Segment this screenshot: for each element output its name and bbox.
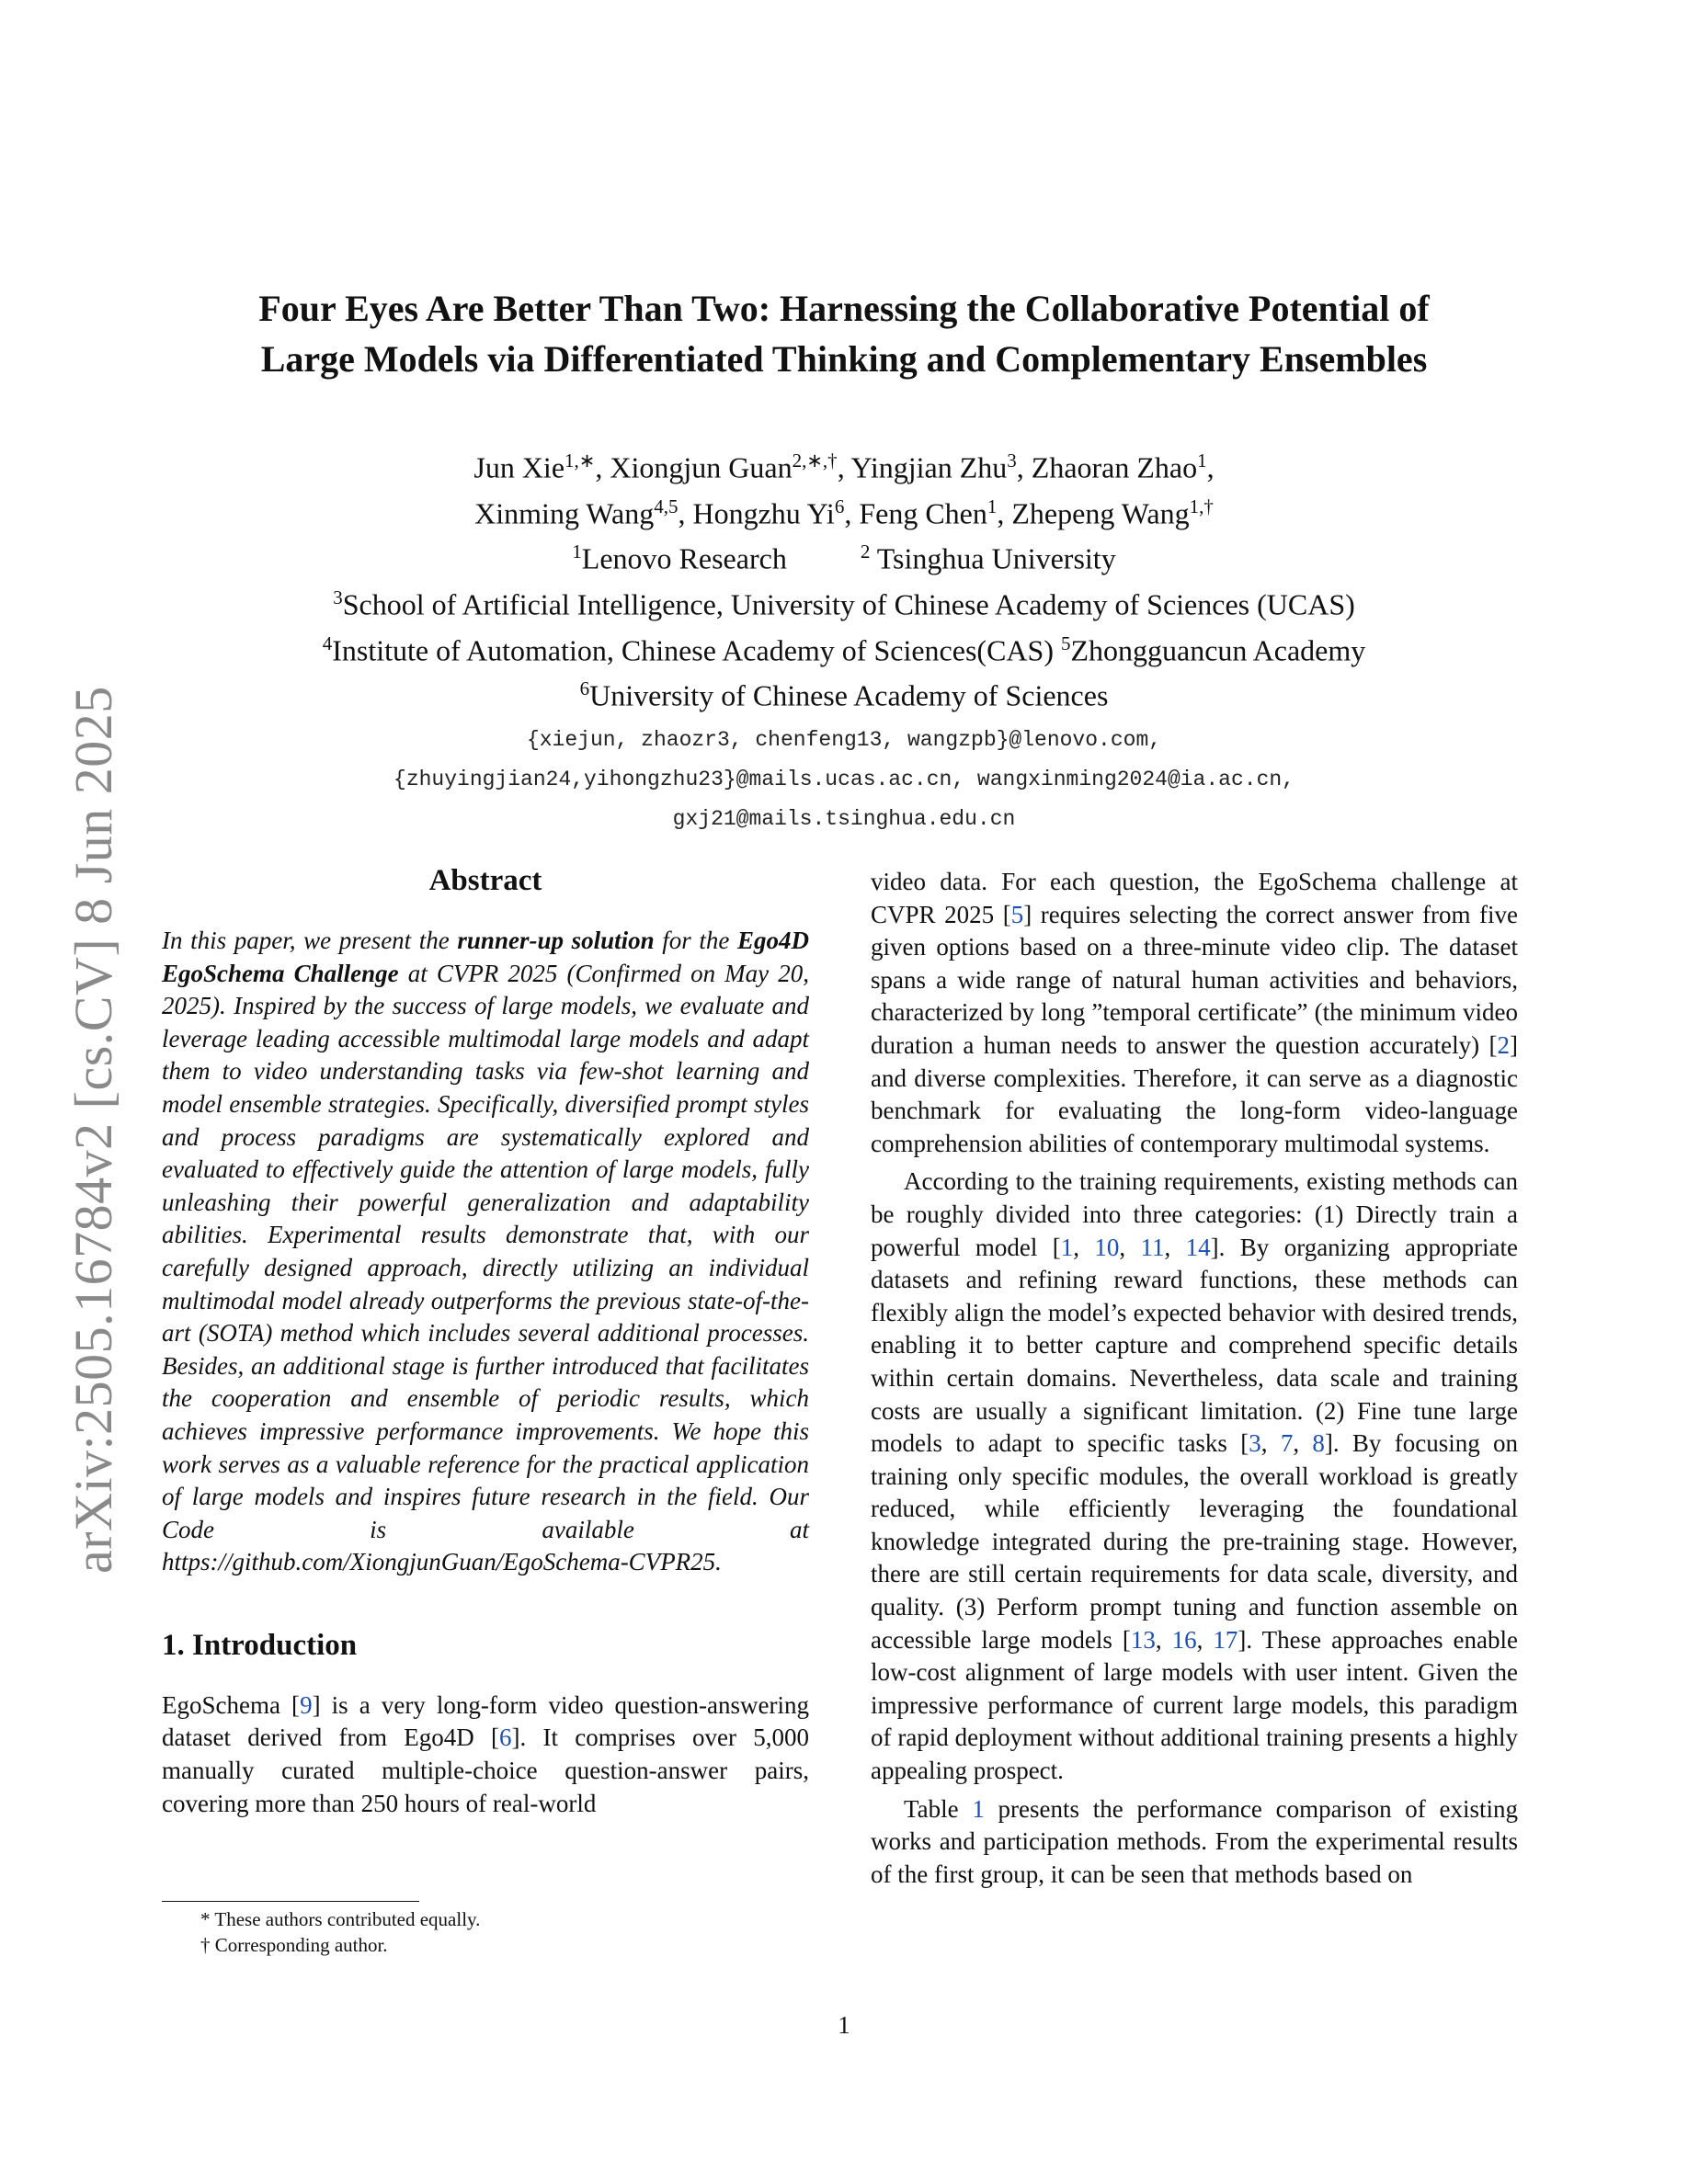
author-line-1: Jun Xie$^{1,∗}$, Xiongjun Guan$^{2,∗,\dagger}$, Yingjian Zhu$^3$, Zhaoran Zhao$^1$, (473, 449, 1215, 484)
paper-title (162, 283, 1526, 384)
text-run: ] and diverse complexities. Therefore, it can serve as a diagnostic benchmark for evaluating the long-form video-language comprehension abilities of contemporary multimodal systems. (871, 1030, 1518, 1157)
abstract-run: for the (654, 927, 737, 954)
author-name: Yingjian Zhu (850, 450, 1008, 484)
footnote-equal-contribution: * These authors contributed equally. (200, 1908, 481, 1930)
affiliation-line-1 (162, 532, 1526, 578)
affiliation: Institute of Automation, Chinese Academy of Sciences(CAS) (332, 633, 1054, 667)
table-reference-link[interactable]: 1 (972, 1794, 985, 1823)
title-line-2: Large Models via Differentiated Thinking and Complementary Ensembles (260, 338, 1428, 380)
author-affiliation-mark: 1,∗ (565, 449, 596, 472)
text-run: ] requires selecting the correct answer from five given options based on a three-minute video clip. The dataset spans a wide range of natural human activities and behaviors, characterized by long ”temporal certificate” (the minimum video duration a human needs to answer the question accurately) [ (871, 900, 1518, 1059)
citation-link[interactable]: 8 (1312, 1429, 1325, 1458)
author-name: Xiongjun Guan (610, 450, 793, 484)
separator: , (1164, 1233, 1186, 1261)
affiliation: School of Artificial Intelligence, University of Chinese Academy of Sciences (UCAS) (342, 587, 1355, 621)
separator: , (1119, 1233, 1141, 1261)
author-name: Xinming Wang (474, 496, 655, 530)
abstract-run: at CVPR 2025 (Confirmed on May 20, 2025). Inspired by the success of large models, we evaluate and leverage leading accessible multimodal large models and adapt them to video understanding tasks via few-shot learning and model ensemble strategies. Specifically, diversified prompt styles and process paradigms are systematically explored and evaluated to effectively guide the attention of large models, fully unleashing their powerful generalization and adaptability abilities. Experimental results demonstrate that, with our carefully designed approach, directly utilizing an individual multimodal model already outperforms the previous state-of-the-art (SOTA) method which includes several additional processes. Besides, an additional stage is further introduced that facilitates the cooperation and ensemble of periodic results, which achieves impressive performance improvements. We hope this work serves as a valuable reference for the practical application of large models and inspires future research in the field. Our Code is available at https://github.com/XiongjunGuan/EgoSchema-CVPR25. (162, 959, 809, 1576)
affiliation-line-3 (162, 624, 1526, 670)
affiliation-mark: 5 (1060, 631, 1071, 654)
body-paragraph (871, 1793, 1518, 1892)
section-heading-introduction: 1. Introduction (162, 1628, 358, 1662)
body-paragraph (871, 866, 1518, 1160)
separator: , (997, 496, 1012, 530)
author-affiliation-mark: 6 (834, 495, 845, 518)
footnotes (162, 1906, 805, 1958)
affiliation: Lenovo Research (581, 541, 787, 575)
email-line[interactable]: {xiejun, zhaozr3, chenfeng13, wangzpb}@lenovo.com, (526, 727, 1162, 752)
author-name: Hongzhu Yi (692, 496, 835, 530)
citation-link[interactable]: 6 (498, 1723, 512, 1752)
text-run: According to the training requirements, existing methods can be roughly divided into three categories: (1) Directly train a powerful model [ (871, 1167, 1518, 1261)
arxiv-identifier: arXiv:2505.16784v2 [cs.CV] 8 Jun 2025 (63, 686, 123, 1574)
citation-link[interactable]: 5 (1010, 900, 1024, 928)
separator: , (1260, 1429, 1281, 1458)
text-run: ]. It comprises over 5,000 manually curated multiple-choice question-answer pairs, covering more than 250 hours of real-world (162, 1723, 810, 1817)
affiliation-mark: 4 (322, 631, 333, 654)
affiliation: Tsinghua University (876, 541, 1116, 575)
text-run: ]. By organizing appropriate datasets and refining reward functions, these methods can flexibly align the model’s expected behavior with desired trends, enabling it to better capture and comprehend specific details within certain domains. Nevertheless, data scale and training costs are usually a significant limitation. (2) Fine tune large models to adapt to specific tasks [ (871, 1233, 1518, 1458)
citation-link[interactable]: 7 (1280, 1429, 1294, 1458)
abstract-run: In this paper, we present the (162, 927, 458, 954)
author-name: Jun Xie (473, 450, 565, 484)
citation-link[interactable]: 14 (1185, 1233, 1211, 1261)
footnote-divider (162, 1901, 419, 1902)
separator: , (595, 450, 610, 484)
citation-link[interactable]: 3 (1249, 1429, 1261, 1458)
abstract-emphasis: Ego4D EgoSchema Challenge (162, 927, 809, 987)
affiliation-line-4 (162, 669, 1526, 715)
email-line[interactable]: {zhuyingjian24,yihongzhu23}@mails.ucas.ac.cn, wangxinming2024@ia.ac.cn, (393, 767, 1295, 791)
separator: , (1293, 1429, 1313, 1458)
body-paragraph (871, 1166, 1518, 1787)
affiliation-mark: 3 (333, 586, 343, 609)
separator: , (1073, 1233, 1095, 1261)
author-affiliation-mark: 2,∗,† (792, 449, 838, 472)
separator: , (1155, 1625, 1172, 1654)
text-run: EgoSchema [ (162, 1690, 301, 1719)
text-run: Table (904, 1794, 973, 1823)
text-run: presents the performance comparison of existing works and participation methods. From the experimental results of the first group, it can be seen that methods based on (871, 1794, 1519, 1888)
citation-link[interactable]: 11 (1140, 1233, 1165, 1261)
author-line-2 (162, 487, 1526, 533)
affiliation-line-2 (162, 578, 1526, 624)
left-column (162, 862, 809, 1820)
page-number: 1 (838, 2011, 850, 2039)
citation-link[interactable]: 13 (1130, 1625, 1156, 1654)
text-run: ]. These approaches enable low-cost alignment of large models with user intent. Given the impressive performance of current large models, this paradigm of rapid deployment without additional training presents a highly appealing prospect. (871, 1625, 1518, 1785)
affiliation: University of Chinese Academy of Sciences (589, 678, 1109, 712)
author-block (162, 441, 1526, 715)
author-name: Feng Chen (859, 496, 987, 530)
email-line[interactable]: gxj21@mails.tsinghua.edu.cn (672, 806, 1016, 831)
affiliation-mark: 1 (572, 540, 582, 563)
text-run: ] is a very long-form video question-answering dataset derived from Ego4D [ (162, 1690, 810, 1752)
email-block (162, 721, 1526, 839)
right-column (871, 866, 1518, 1891)
author-affiliation-mark: 1 (1197, 449, 1207, 472)
title-line-1: Four Eyes Are Better Than Two: Harnessing the Collaborative Potential of (258, 288, 1430, 329)
affiliation: Zhongguancun Academy (1070, 633, 1366, 667)
abstract-emphasis: runner-up solution (457, 927, 655, 954)
affiliation-mark: 6 (579, 677, 590, 700)
author-affiliation-mark: 1,† (1189, 495, 1214, 518)
footnote-corresponding-author: † Corresponding author. (200, 1934, 388, 1956)
author-affiliation-mark: 3 (1007, 449, 1017, 472)
citation-link[interactable]: 10 (1094, 1233, 1120, 1261)
intro-paragraph (162, 1689, 809, 1820)
separator: , (837, 450, 851, 484)
author-name: Zhaoran Zhao (1031, 450, 1198, 484)
citation-link[interactable]: 16 (1171, 1625, 1197, 1654)
text-run: ]. By focusing on training only specific modules, the overall workload is greatly reduced, while efficiently leveraging the foundational knowledge integrated during the pre-training stage. However, there are still certain requirements for data scale, diversity, and quality. (3) Perform prompt tuning and function assemble on accessible large models [ (871, 1429, 1519, 1654)
author-name: Zhepeng Wang (1011, 496, 1190, 530)
abstract-heading: Abstract (428, 864, 542, 897)
citation-link[interactable]: 9 (300, 1690, 313, 1719)
abstract-text (162, 925, 809, 1579)
separator: , (1016, 450, 1032, 484)
author-affiliation-mark: 4,5 (654, 495, 679, 518)
citation-link[interactable]: 1 (1060, 1233, 1074, 1261)
separator: , (1196, 1625, 1214, 1654)
text-run: video data. For each question, the EgoSchema challenge at CVPR 2025 [ (871, 868, 1518, 928)
separator: , (678, 496, 693, 530)
paper-header (162, 283, 1526, 839)
separator: , (844, 496, 860, 530)
affiliation-mark: 2 (860, 540, 871, 563)
author-affiliation-mark: 1 (987, 495, 998, 518)
citation-link[interactable]: 2 (1497, 1030, 1510, 1059)
citation-link[interactable]: 17 (1213, 1625, 1238, 1654)
